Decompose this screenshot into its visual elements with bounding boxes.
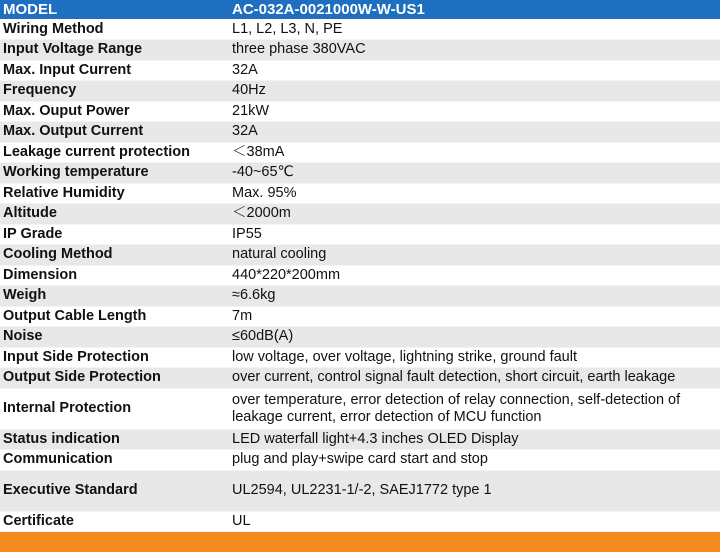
spec-value: plug and play+swipe card start and stop [226, 450, 720, 471]
spec-label: Output Side Protection [0, 368, 226, 389]
spec-value: 440*220*200mm [226, 265, 720, 286]
spec-row-input-voltage-range [0, 40, 720, 61]
spec-value: ＜38mA [226, 142, 720, 163]
spec-row-output-side-protection [0, 368, 720, 389]
spec-label: Dimension [0, 265, 226, 286]
spec-label: IP Grade [0, 224, 226, 245]
spec-value: 21kW [226, 101, 720, 122]
spec-value: over current, control signal fault detection, short circuit, earth leakage [226, 368, 720, 389]
spec-row-weigh [0, 286, 720, 307]
spec-label: Cooling Method [0, 245, 226, 266]
spec-row-max-output-power [0, 101, 720, 122]
spec-value: UL2594, UL2231-1/-2, SAEJ1772 type 1 [226, 470, 720, 511]
spec-row-working-temperature [0, 163, 720, 184]
spec-label: Noise [0, 327, 226, 348]
spec-label: Input Voltage Range [0, 40, 226, 61]
spec-label: Frequency [0, 81, 226, 102]
spec-row-cooling-method [0, 245, 720, 266]
spec-row-ip-grade [0, 224, 720, 245]
spec-value: ≤60dB(A) [226, 327, 720, 348]
spec-value: LED waterfall light+4.3 inches OLED Display [226, 429, 720, 450]
spec-value: Max. 95% [226, 183, 720, 204]
spec-row-max-input-current [0, 60, 720, 81]
spec-label: Output Cable Length [0, 306, 226, 327]
spec-label: Status indication [0, 429, 226, 450]
spec-label: Executive Standard [0, 470, 226, 511]
spec-row-max-output-current [0, 122, 720, 143]
spec-value: 7m [226, 306, 720, 327]
spec-row-internal-protection [0, 388, 720, 429]
spec-value: 40Hz [226, 81, 720, 102]
spec-row-frequency [0, 81, 720, 102]
spec-label: Max. Input Current [0, 60, 226, 81]
spec-row-output-cable-length [0, 306, 720, 327]
spec-row-status-indication [0, 429, 720, 450]
spec-value: 32A [226, 60, 720, 81]
spec-row-input-side-protection [0, 347, 720, 368]
spec-label: Leakage current protection [0, 142, 226, 163]
spec-label: Input Side Protection [0, 347, 226, 368]
header-value: AC-032A-0021000W-W-US1 [232, 1, 425, 18]
spec-value: 32A [226, 122, 720, 143]
spec-label: Working temperature [0, 163, 226, 184]
spec-value: low voltage, over voltage, lightning strike, ground fault [226, 347, 720, 368]
spec-row-altitude [0, 204, 720, 225]
spec-label: Max. Output Current [0, 122, 226, 143]
spec-row-executive-standard [0, 470, 720, 511]
spec-row-wiring-method [0, 19, 720, 40]
spec-value: ≈6.6kg [226, 286, 720, 307]
spec-row-communication [0, 450, 720, 471]
spec-label: Internal Protection [0, 388, 226, 429]
footer-bar [0, 532, 720, 552]
spec-row-relative-humidity [0, 183, 720, 204]
spec-label: Wiring Method [0, 19, 226, 40]
spec-label: Relative Humidity [0, 183, 226, 204]
spec-row-noise [0, 327, 720, 348]
spec-value: three phase 380VAC [226, 40, 720, 61]
spec-value: IP55 [226, 224, 720, 245]
header-row [0, 0, 720, 19]
spec-value: L1, L2, L3, N, PE [226, 19, 720, 40]
spec-value: ＜2000m [226, 204, 720, 225]
spec-value: natural cooling [226, 245, 720, 266]
spec-label: Certificate [0, 511, 226, 532]
spec-row-dimension [0, 265, 720, 286]
spec-label: Communication [0, 450, 226, 471]
spec-value: UL [226, 511, 720, 532]
spec-row-leakage-current-protection [0, 142, 720, 163]
spec-label: Altitude [0, 204, 226, 225]
spec-row-certificate [0, 511, 720, 532]
spec-label: Max. Ouput Power [0, 101, 226, 122]
spec-label: Weigh [0, 286, 226, 307]
header-label: MODEL [3, 1, 58, 18]
spec-value: -40~65℃ [226, 163, 720, 184]
spec-value: over temperature, error detection of relay connection, self-detection of leakage current, error detection of MCU function [226, 388, 720, 429]
